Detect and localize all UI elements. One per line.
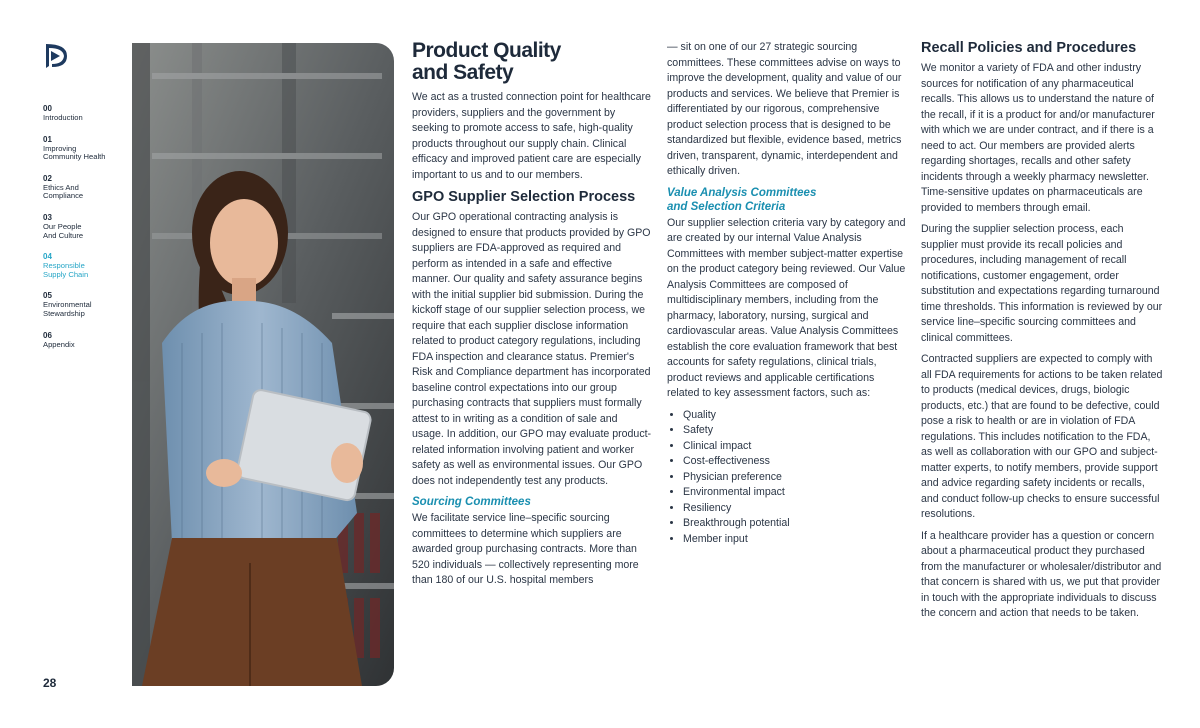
- column-product-quality: [412, 40, 652, 595]
- page-title: Product Quality and Safety: [412, 39, 561, 84]
- list-item: • Member input: [683, 532, 907, 548]
- nav-item-label: Appendix: [43, 339, 75, 349]
- column-recall-policies: [921, 40, 1163, 628]
- nav-item-number: 04: [43, 252, 52, 262]
- nav-item-people-culture[interactable]: [43, 213, 123, 240]
- continued-paragraph: — sit on one of our 27 strategic sourcing committees. These committees advise on ways to improve the development, quality and value of our products and services. We believe that Premier is differentiated by our rigorous, comprehensive product selection process that is designed to be standardized but flexible, evidence based, metrics driven, transparent, dynamic, interdependent and ethically driven.: [667, 41, 902, 177]
- list-item: • Resiliency: [683, 501, 907, 517]
- nav-item-label: Our People And Culture: [43, 221, 84, 240]
- list-item: • Clinical impact: [683, 439, 907, 455]
- nav-item-number: 00: [43, 104, 52, 113]
- factor-list: [667, 408, 907, 548]
- premier-logo-icon[interactable]: [43, 42, 69, 70]
- nav-item-label: Ethics And Compliance: [43, 182, 84, 201]
- recall-paragraph-1: We monitor a variety of FDA and other industry sources for notification of any pharmaceutical recalls. This allows us to understand the nature of the recall, if it is a product for and/or manufacturer with which we are under contract, and if there is a need to act. Our members are provided alerts regarding shortages, recalls and other safety incidents through a weekly pharmacy newsletter. Time-sensitive updates on pharmaceuticals are provided to members through email.: [921, 62, 1155, 214]
- sourcing-paragraph: We facilitate service line–specific sourcing committees to determine which suppliers are awarded group purchasing contracts. More than 520 individuals — collectively representing more than 180 of our U.S. hospital members: [412, 512, 639, 586]
- recall-paragraph-3: Contracted suppliers are expected to comply with all FDA requirements for actions to be taken related to products (medical devices, drugs, biologic products, etc.) that are found to be defective, could pose a risk to health or are in violation of FDA regulations. This includes notification to the FDA, as well as collaboration with our GPO and subject-matter experts, to notify members, provide support and advice regarding safety incidents or recalls, and conduct follow-up checks to ensure successful resolutions.: [921, 353, 1163, 520]
- nav-item-number: 06: [43, 330, 52, 340]
- gpo-paragraph: Our GPO operational contracting analysis is designed to ensure that products provided by GPO suppliers are FDA-approved as required and perform as intended in a safe and effective manner. Our quality and safety assurance begins with the initial supplier bid submission. During the kickoff stage of our supplier selection process, we require that each supplier disclose information related to product category regulations, including FDA inspection and clearance status. Premier's Risk and Compliance department has incorporated baseline control expectations into our group purchasing contracts that suppliers must formally attest to in writing as a condition of sale and usage. In addition, our GPO may evaluate product-related information involving patient and worker safety as well as environmental issues. Our GPO does not independently test any products.: [412, 211, 652, 487]
- recall-paragraph-4: If a healthcare provider has a question or concern about a pharmaceutical product they purchased from the manufacturer or wholesaler/distributor and that concern is shared with us, we put that provider in touch with the appropriate individuals to discuss the concern and action that needs to be taken.: [921, 529, 1162, 619]
- list-item: • Quality: [683, 408, 907, 424]
- list-item: • Physician preference: [683, 470, 907, 486]
- list-item: • Cost-effectiveness: [683, 454, 907, 470]
- hero-photo: [132, 43, 394, 686]
- nav-item-label: Introduction: [43, 113, 83, 122]
- list-item: • Breakthrough potential: [683, 516, 907, 532]
- nav-item-appendix[interactable]: [43, 331, 123, 350]
- sourcing-heading: Sourcing Committees: [412, 496, 531, 508]
- page-number: 28: [43, 676, 57, 690]
- list-item: • Environmental impact: [683, 485, 907, 501]
- nav-item-supply-chain[interactable]: [43, 252, 123, 279]
- nav-item-ethics[interactable]: [43, 174, 123, 201]
- nav-item-environmental[interactable]: [43, 291, 123, 318]
- nav-item-label: Improving Community Health: [43, 143, 106, 162]
- nav-item-number: 02: [43, 173, 52, 183]
- section-nav: [43, 104, 123, 361]
- nav-item-number: 05: [43, 291, 52, 301]
- nav-item-number: 01: [43, 134, 52, 144]
- vac-heading: Value Analysis Committees and Selection Criteria: [667, 186, 817, 213]
- intro-paragraph: We act as a trusted connection point for healthcare providers, suppliers and the government by seeking to promote access to safe, high-quality products throughout our supply chain. Clinical efficacy and improved patient care are especially important to us and to our members.: [412, 91, 651, 181]
- nav-item-label: Environmental Stewardship: [43, 300, 92, 318]
- vac-paragraph: Our supplier selection criteria vary by category and are created by our internal Value Analysis Committees with member subject-matter expertise on the product category being reviewed. Our Value Analysis Committees are composed of multidisciplinary members, including from the pharmacy, laboratory, nursing, surgical and cardiovascular areas. Value Analysis Committees establish the core evaluation framework that best accounts for safety regulations, clinical trials, product reviews and applicable certifications related to key assessment factors, such as:: [667, 216, 906, 399]
- nav-item-introduction[interactable]: [43, 104, 123, 123]
- nav-item-number: 03: [43, 212, 52, 222]
- column-value-analysis: [667, 40, 907, 547]
- nav-item-community-health[interactable]: [43, 135, 123, 162]
- warehouse-worker-image: [132, 43, 394, 686]
- list-item: • Safety: [683, 423, 907, 439]
- nav-item-label: Responsible Supply Chain: [43, 261, 89, 279]
- gpo-heading: GPO Supplier Selection Process: [412, 189, 636, 205]
- recall-paragraph-2: During the supplier selection process, each supplier must provide its recall policies and procedures, including management of recall notifications, customer engagement, order substitution and expectations regarding turnaround time thresholds. This information is reviewed by our service line–specific sourcing committees and clinical committees.: [921, 223, 1163, 344]
- recall-heading: Recall Policies and Procedures: [921, 40, 1137, 56]
